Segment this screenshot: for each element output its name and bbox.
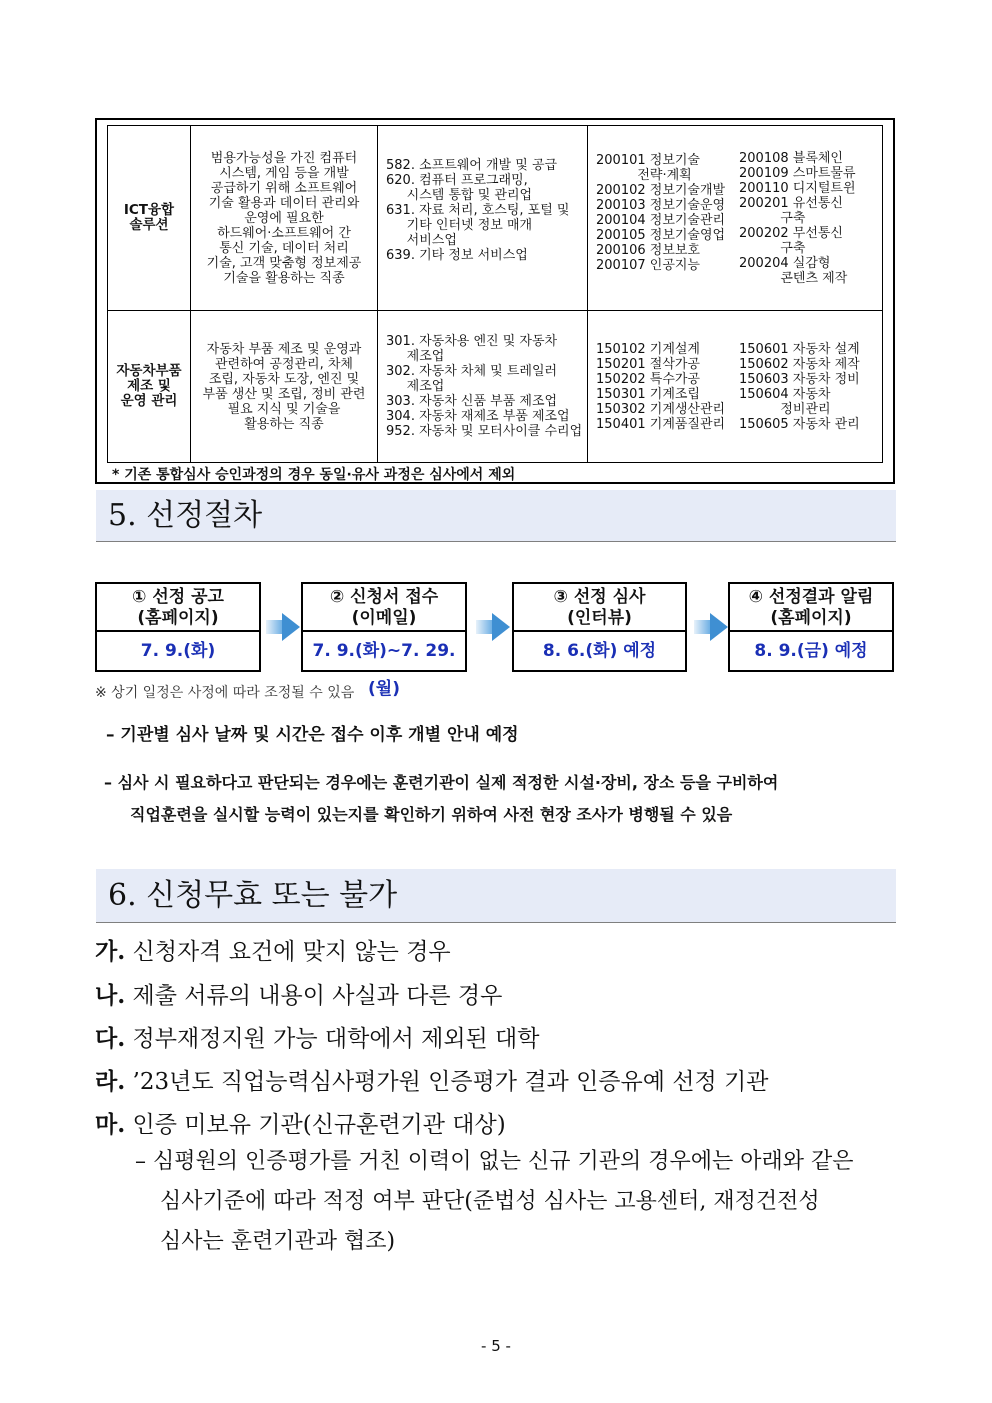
arrow-stem — [266, 620, 282, 634]
sub-bullet-line: – 심평원의 인증평가를 거친 이력이 없는 신규 기관의 경우에는 아래와 같은 — [135, 1149, 854, 1174]
table-row — [108, 311, 883, 463]
section-5-title: 5. 선정절차 — [96, 490, 896, 542]
process-step-4: ④ 선정결과 알림 (홈페이지) 8. 9.(금) 예정 — [728, 582, 894, 672]
list-item: 가. 신청자격 요건에 맞지 않는 경우 — [95, 938, 451, 965]
list-item: 나. 제출 서류의 내용이 사실과 다른 경우 — [95, 982, 503, 1009]
description-cell: 자동차 부품 제조 및 운영과 관련하여 공정관리, 차체 조립, 자동차 도장, 엔진 및 부품 생산 및 조립, 정비 관련 필요 지식 및 기술을 활용하는 직종 — [191, 311, 378, 463]
list-item: 라. ’23년도 직업능력심사평가원 인증평가 결과 인증유예 선정 기관 — [95, 1068, 769, 1095]
arrow-right-icon — [282, 613, 300, 641]
arrow-stem — [694, 620, 710, 634]
industry-cell: 582. 소프트웨어 개발 및 공급 620. 컴퓨터 프로그래밍, 시스템 통합 및 관리업 631. 자료 처리, 호스팅, 포털 및 기타 인터넷 정보 매개 서비스업 639. 기타 정보 서비스업 — [378, 126, 588, 311]
process-step-1: ① 선정 공고 (홈페이지) 7. 9.(화) — [95, 582, 261, 672]
sub-bullet-line: 심사기준에 따라 적정 여부 판단(준법성 심사는 고용센터, 재정건전성 — [160, 1189, 820, 1214]
table-footnote: * 기존 통합심사 승인과정의 경우 동일·유사 과정은 심사에서 제외 — [112, 467, 516, 483]
page-number: - 5 - — [481, 1337, 511, 1355]
process-step-2: ② 신청서 접수 (이메일) 7. 9.(화)~7. 29.(월) — [301, 582, 467, 672]
ncs-cell: 150102 기계설계 150201 절삭가공 150202 특수가공 150301 기계조립 150302 기계생산관리 150401 기계품질관리 150601 자동차 설계 150602 자동차 제작 150603 자동차 정비 150604 자동차 정비관리 150605 자동차 관리 — [588, 311, 883, 463]
ncs-cell: 200101 정보기술 전략·계획 200102 정보기술개발 200103 정보기술운영 200104 정보기술관리 200105 정보기술영업 200106 정보보호 200107 인공지능 200108 블록체인 200109 스마트물류 200110 디지털트윈 200201 유선통신 구축 200202 무선통신 구축 200204 실감형 콘텐츠 제작 — [588, 126, 883, 311]
description-cell: 범용가능성을 가진 컴퓨터 시스템, 게임 등을 개발 공급하기 위해 소프트웨어 기술 활용과 데이터 관리와 운영에 필요한 하드웨어·소프트웨어 간 통신 기술, 데이터 처리 기술, 고객 맞춤형 정보제공 기술을 활용하는 직종 — [191, 126, 378, 311]
bullet-site-inspection-cont: 직업훈련을 실시할 능력이 있는지를 확인하기 위하여 사전 현장 조사가 병행될 수 있음 — [130, 805, 733, 824]
job-table — [107, 125, 883, 463]
arrow-stem — [476, 620, 492, 634]
schedule-note: ※ 상기 일정은 사정에 따라 조정될 수 있음 — [95, 685, 355, 701]
process-step-3: ③ 선정 심사 (인터뷰) 8. 6.(화) 예정 — [512, 582, 687, 672]
bullet-interview-schedule: – 기관별 심사 날짜 및 시간은 접수 이후 개별 안내 예정 — [106, 725, 519, 745]
arrow-right-icon — [710, 613, 728, 641]
sub-bullet-line: 심사는 훈련기관과 협조) — [160, 1229, 396, 1254]
arrow-right-icon — [492, 613, 510, 641]
category-cell: 자동차부품 제조 및 운영 관리 — [108, 311, 191, 463]
list-item: 다. 정부재정지원 가능 대학에서 제외된 대학 — [95, 1025, 540, 1052]
list-item: 마. 인증 미보유 기관(신규훈련기관 대상) — [95, 1111, 506, 1138]
industry-cell: 301. 자동차용 엔진 및 자동차 제조업 302. 자동차 차체 및 트레일러 제조업 303. 자동차 신품 부품 제조업 304. 자동차 재제조 부품 제조업 952. 자동차 및 모터사이클 수리업 — [378, 311, 588, 463]
bullet-site-inspection: – 심사 시 필요하다고 판단되는 경우에는 훈련기관이 실제 적정한 시설·장비, 장소 등을 구비하여 — [104, 773, 779, 792]
category-cell: ICT융합 솔루션 — [108, 126, 191, 311]
section-6-title: 6. 신청무효 또는 불가 — [96, 869, 896, 923]
table-row — [108, 126, 883, 311]
